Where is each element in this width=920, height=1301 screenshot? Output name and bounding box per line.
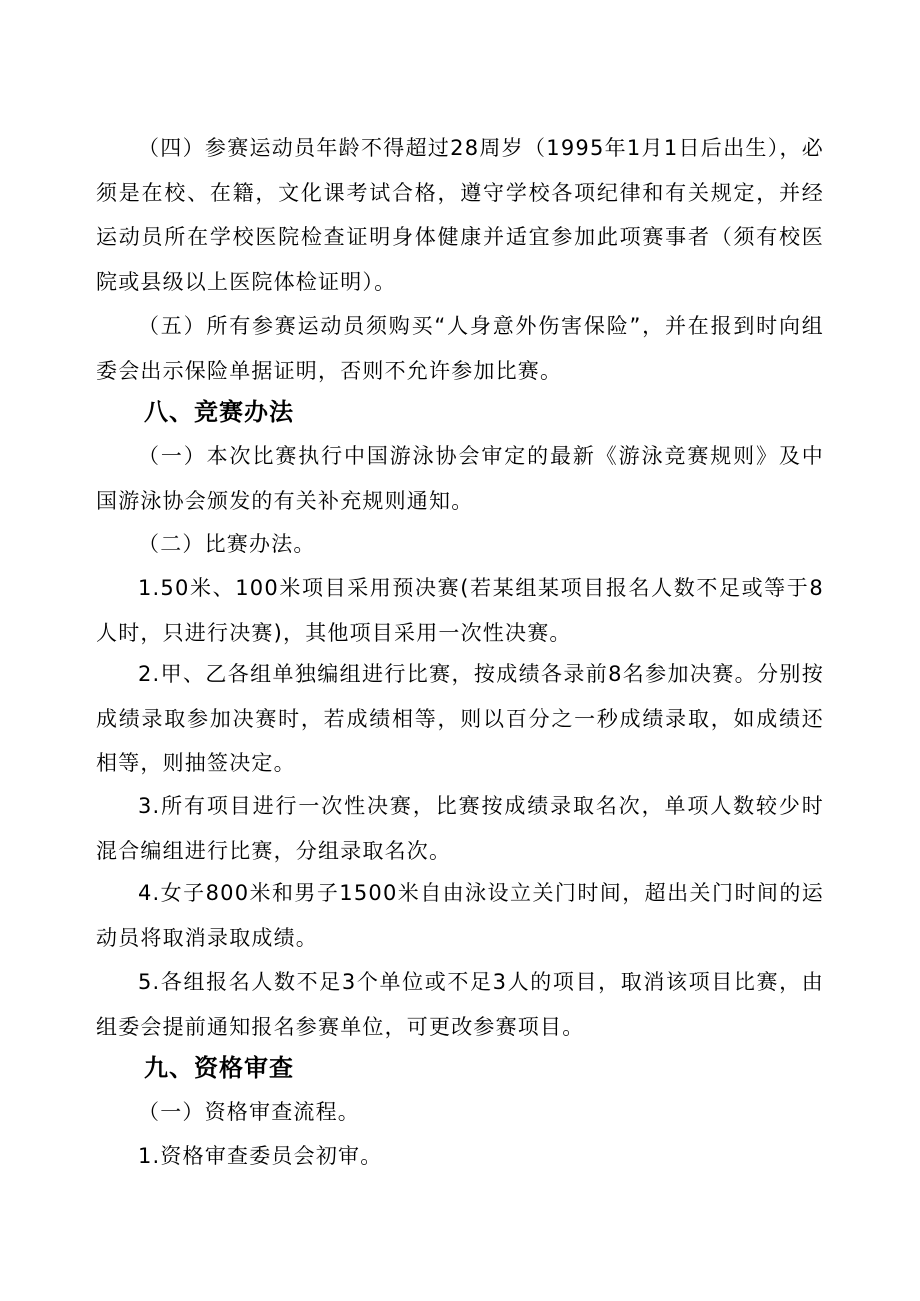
paragraph-item-4: 4.女子800米和男子1500米自由泳设立关门时间，超出关门时间的运动员将取消录取成绩。 — [96, 881, 824, 950]
paragraph-review-step-1: 1.资格审查委员会初审。 — [138, 1144, 383, 1168]
section-heading-competition-method: 八、竞赛办法 — [144, 398, 294, 426]
paragraph-age-requirement: （四）参赛运动员年龄不得超过28周岁（1995年1月1日后出生），必须是在校、在籍，文化课考试合格，遵守学校各项纪律和有关规定，并经运动员所在学校医院检查证明身体健康并适宜参加此项赛事者（须有校医院或县级以上医院体检证明）。 — [96, 136, 824, 294]
section-heading-qualification-review: 九、资格审查 — [144, 1054, 294, 1082]
paragraph-item-5: 5.各组报名人数不足3个单位或不足3人的项目，取消该项目比赛，由组委会提前通知报名参赛单位，可更改参赛项目。 — [96, 970, 824, 1039]
paragraph-item-2: 2.甲、乙各组单独编组进行比赛，按成绩各录前8名参加决赛。分别按成绩录取参加决赛时，若成绩相等，则以百分之一秒成绩录取，如成绩还相等，则抽签决定。 — [96, 662, 824, 775]
paragraph-item-1: 1.50米、100米项目采用预决赛(若某组某项目报名人数不足或等于8人时，只进行决赛)，其他项目采用一次性决赛。 — [96, 576, 824, 645]
paragraph-insurance-requirement: （五）所有参赛运动员须购买“人身意外伤害保险”，并在报到时向组委会出示保险单据证明，否则不允许参加比赛。 — [96, 314, 824, 383]
paragraph-review-process: （一）资格审查流程。 — [138, 1100, 360, 1124]
paragraph-item-3: 3.所有项目进行一次性决赛，比赛按成绩录取名次，单项人数较少时混合编组进行比赛，分组录取名次。 — [96, 794, 824, 863]
paragraph-rules: （一）本次比赛执行中国游泳协会审定的最新《游泳竞赛规则》及中国游泳协会颁发的有关补充规则通知。 — [96, 444, 824, 513]
paragraph-competition-method-title: （二）比赛办法。 — [138, 532, 316, 556]
